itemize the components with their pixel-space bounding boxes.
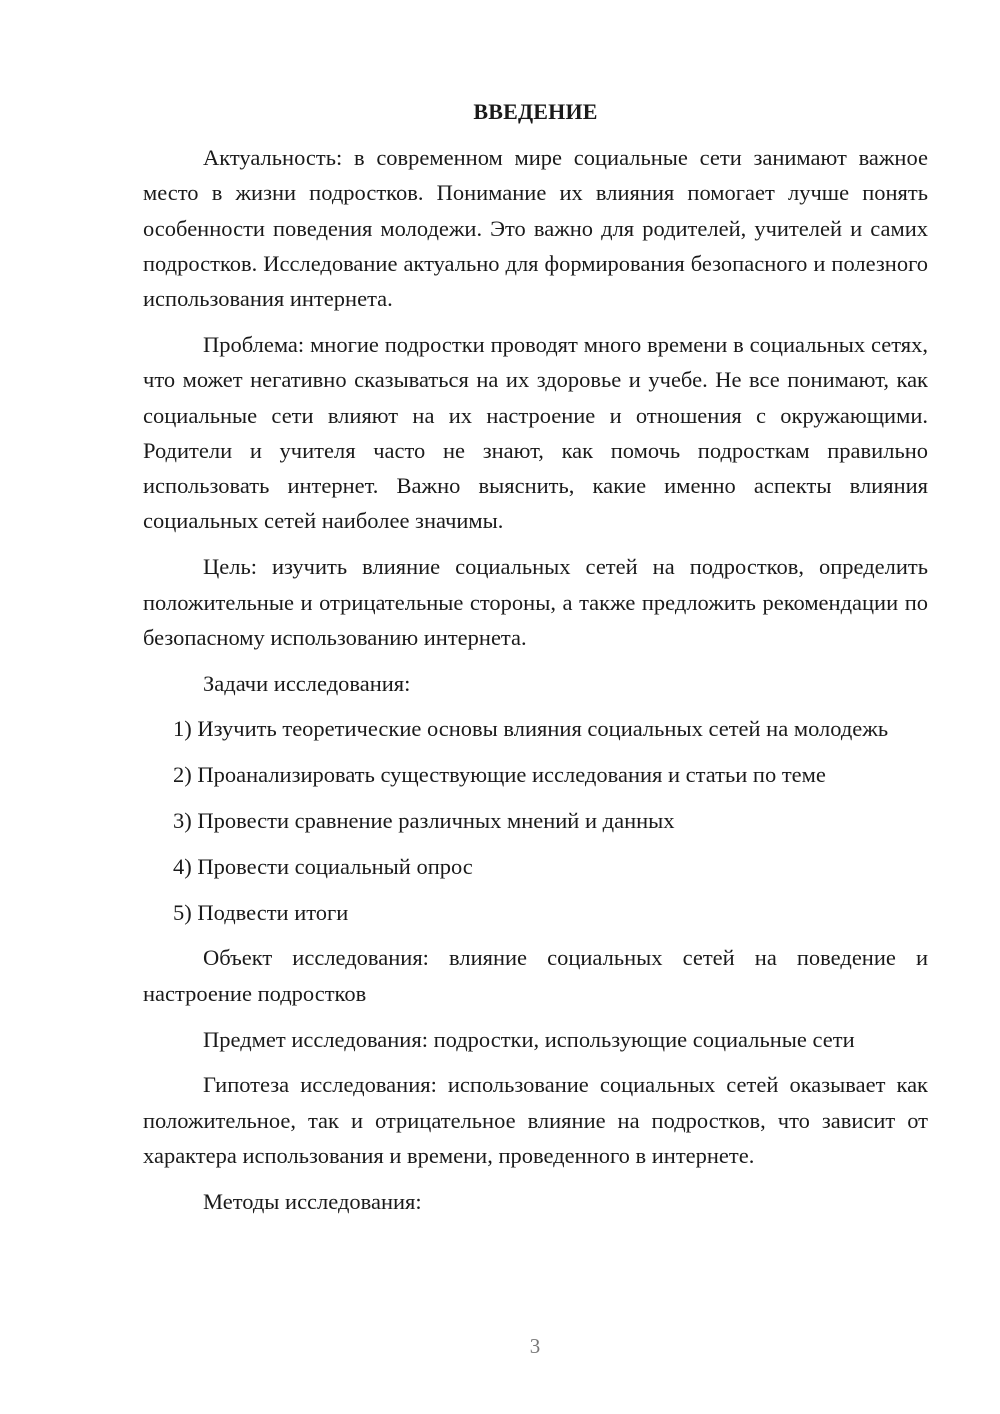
task-item-3: 3) Провести сравнение различных мнений и данных (173, 808, 675, 834)
goal-paragraph: Цель: изучить влияние социальных сетей на подростков, определить положительные и отрицательные стороны, а также предложить рекомендации по безопасному использованию интернета. (143, 554, 928, 650)
section-title: ВВЕДЕНИЕ (473, 99, 598, 124)
page-number: 3 (529, 1334, 541, 1358)
task-item-4: 4) Провести социальный опрос (173, 853, 473, 879)
page-content (143, 97, 928, 1230)
task-item-1: 1) Изучить теоретические основы влияния социальных сетей на молодежь (173, 716, 889, 742)
task-item-5: 5) Подвести итоги (173, 899, 349, 925)
object-paragraph: Объект исследования: влияние социальных сетей на поведение и настроение подростков (143, 945, 928, 1006)
relevance-paragraph: Актуальность: в современном мире социальные сети занимают важное место в жизни подростков. Понимание их влияния помогает лучше понять особенности поведения молодежи. Это важно для родителей, учителей и самих подростков. Исследование актуально для формирования безопасного и полезного использования интернета. (143, 145, 928, 312)
methods-heading: Методы исследования: (203, 1188, 422, 1214)
problem-paragraph: Проблема: многие подростки проводят много времени в социальных сетях, что может негативно сказываться на их здоровье и учебе. Не все понимают, как социальные сети влияют на их настроение и отношения с окружающими. Родители и учителя часто не знают, как помочь подросткам правильно использовать интернет. Важно выяснить, какие именно аспекты влияния социальных сетей наиболее значимы. (143, 331, 928, 534)
hypothesis-paragraph: Гипотеза исследования: использование социальных сетей оказывает как положительное, так и отрицательное влияние на подростков, что зависит от характера использования и времени, проведенного в интернете. (143, 1072, 928, 1168)
subject-paragraph: Предмет исследования: подростки, использующие социальные сети (203, 1026, 855, 1052)
tasks-heading: Задачи исследования: (203, 670, 411, 696)
task-item-2: 2) Проанализировать существующие исследования и статьи по теме (173, 762, 826, 788)
